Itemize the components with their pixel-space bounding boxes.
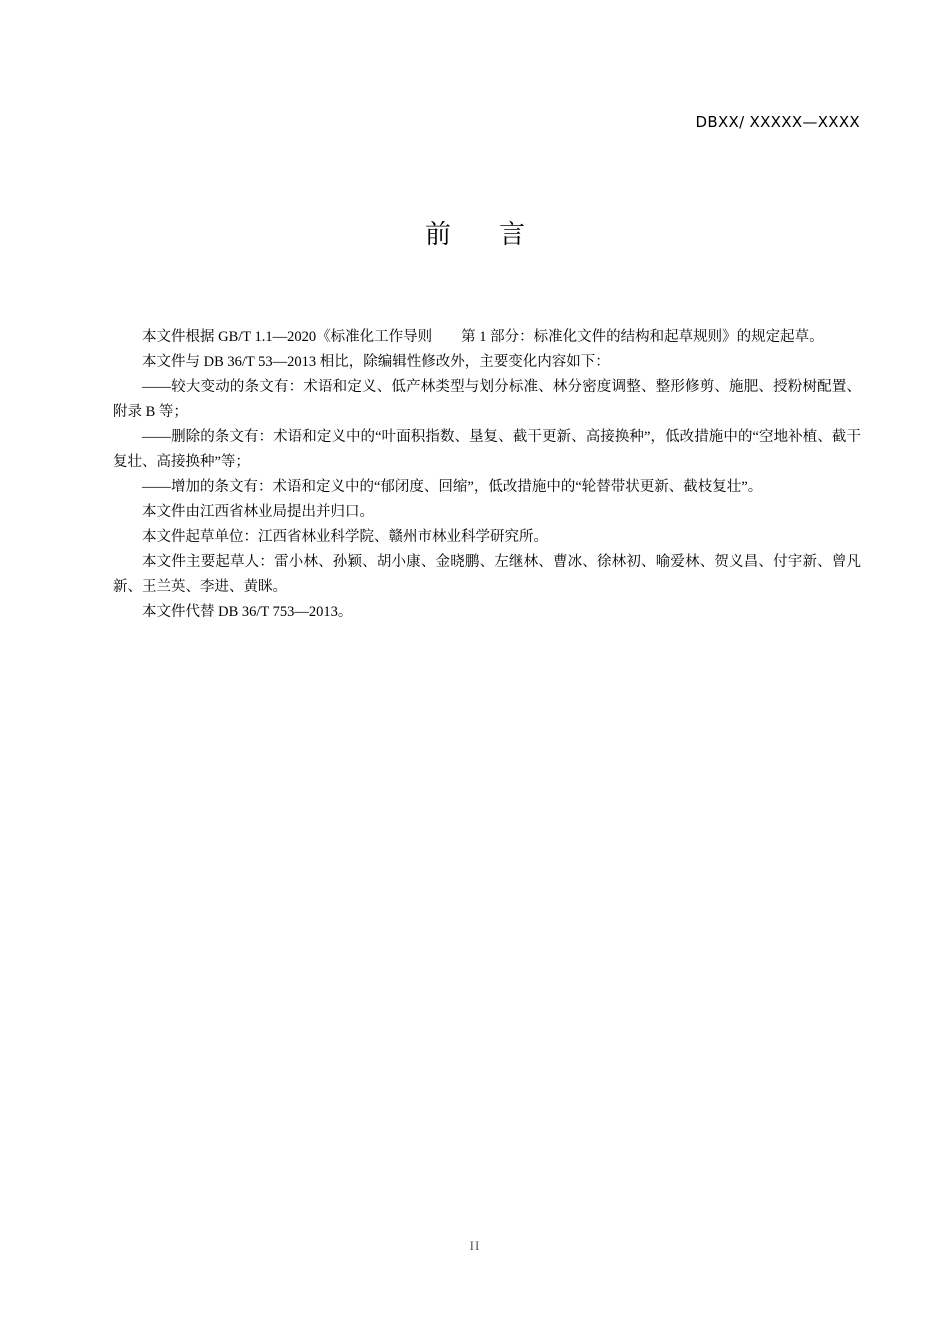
title-char-1: 前 [424,219,451,249]
foreword-body [113,325,861,625]
paragraph-proposer: 本文件由江西省林业局提出并归口。 [142,504,374,520]
document-number-header: DBXX/ XXXXX—XXXX [695,113,860,131]
title-char-2: 言 [499,219,526,249]
paragraph-deleted-clauses: ——删除的条文有：术语和定义中的“叶面积指数、垦复、截干更新、高接换种”，低改措施中的“空地补植、截干复壮、高接换种”等； [113,429,861,470]
paragraph-drafting-units: 本文件起草单位：江西省林业科学院、赣州市林业科学研究所。 [142,529,548,545]
paragraph-drafting-basis: 本文件根据 GB/T 1.1—2020《标准化工作导则 第 1 部分：标准化文件的结构和起草规则》的规定起草。 [142,329,824,345]
page-title [0,214,950,251]
paragraph-replaces: 本文件代替 DB 36/T 753—2013。 [142,604,353,620]
paragraph-major-changes: ——较大变动的条文有：术语和定义、低产林类型与划分标准、林分密度调整、整形修剪、施肥、授粉树配置、附录 B 等； [113,379,861,420]
page-number: II [469,1238,481,1253]
paragraph-changes-intro: 本文件与 DB 36/T 53—2013 相比，除编辑性修改外，主要变化内容如下： [142,354,610,370]
paragraph-drafters: 本文件主要起草人：雷小林、孙颖、胡小康、金晓鹏、左继林、曹冰、徐林初、喻爱林、贺义昌、付宇新、曾凡新、王兰英、李进、黄眯。 [113,554,861,595]
paragraph-added-clauses: ——增加的条文有：术语和定义中的“郁闭度、回缩”，低改措施中的“轮替带状更新、截枝复壮”。 [142,479,763,495]
